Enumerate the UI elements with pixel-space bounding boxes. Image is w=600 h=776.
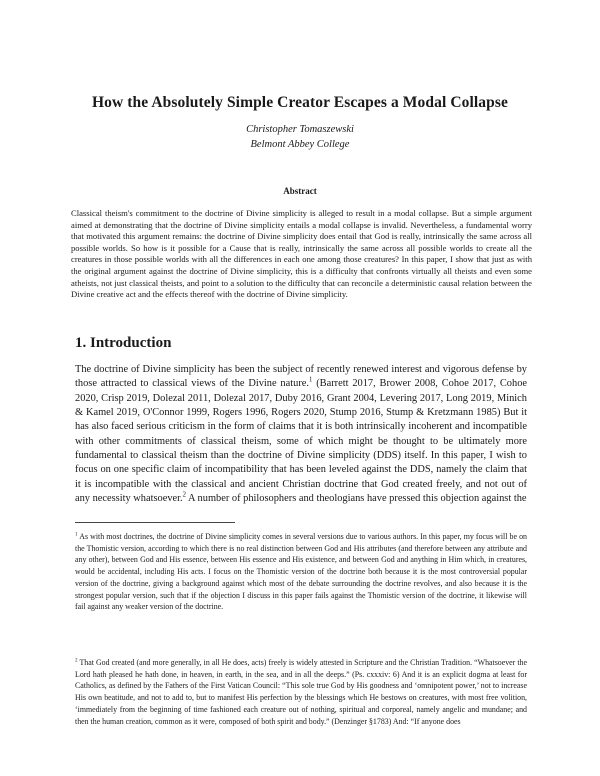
introduction-paragraph	[75, 363, 527, 506]
intro-text-part-3: A number of philosophers and theologians have pressed this objection against the	[186, 493, 527, 505]
footnote-separator	[75, 522, 235, 523]
footnote-1	[75, 531, 527, 613]
intro-text-part-1: The doctrine of Divine simplicity has been the subject of recently renewed interest and vigorous defense by those attracted to classical views of the Divine nature.	[75, 364, 527, 390]
footnote-number: 2	[75, 657, 78, 664]
footnote-2	[75, 657, 527, 727]
footnote-ref-1[interactable]: 1	[309, 376, 313, 384]
footnote-text: That God created (and more generally, in all He does, acts) freely is widely attested in Scripture and the Christian Tradition. “Whatsoever the Lord hath pleased he hath done, in heaven, in earth, in the sea, and in all the deeps.” (Ps. cxxxiv: 6) And it is an explicit dogma at least for Catholics, as defined by the Fathers of the First Vatican Council: “This sole true God by His goodness and ‘omnipotent power,’ not to increase His own beatitude, and not to add to, but to manifest His perfection by the blessings which He bestows on creatures, with most free volition, ‘immediately from the beginning of time fashioned each creature out of nothing, spiritual and corporeal, namely angelic and mundane; and then the human creation, common as it were, composed of both spirit and body.” (Denzinger §1783) And: “If anyone does	[75, 658, 527, 726]
footnote-number: 1	[75, 531, 78, 538]
abstract-heading: Abstract	[283, 186, 317, 196]
paper-title: How the Absolutely Simple Creator Escapes a Modal Collapse	[92, 94, 508, 111]
section-heading-introduction: 1. Introduction	[75, 335, 172, 351]
author-name: Christopher Tomaszewski	[246, 124, 354, 135]
author-affiliation: Belmont Abbey College	[250, 139, 350, 150]
footnote-text: As with most doctrines, the doctrine of Divine simplicity comes in several versions due to various authors. In this paper, my focus will be on the Thomistic version, according to which there is no real distinction between God and His attributes (and therefore between any attribute and any other), between God and His essence, between His essence and His existence, and between God and anything in Him which, in creatures, would be accidental, including His acts. I focus on the Thomistic version of the doctrine both because it is the most controversial popular version of the doctrine, giving a background against which most of the debate surrounding the doctrine revolves, and also because it is the strongest popular version, such that if the objection I discuss in this paper fails against the Thomistic version of the doctrine, it likewise will fail against any weaker version of the doctrine.	[75, 532, 527, 612]
intro-text-part-2: (Barrett 2017, Brower 2008, Cohoe 2017, Cohoe 2020, Crisp 2019, Dolezal 2011, Dolezal 2017, Duby 2016, Grant 2004, Levering 2017, Long 2019, Minich & Kamel 2019, O'Connor 1999, Rogers 1996, Rogers 2020, Stump 2016, Stump & Kretzmann 1985) But it has also faced serious criticism in the form of claims that it is both intrinsically incoherent and incompatible with other commitments of classical theism, some of which might be thought to be ultimately more fundamental to classical theism than the doctrine of Divine simplicity (DDS) itself. In this paper, I wish to focus on one specific claim of incompatibility that has been leveled against the DDS, namely the claim that it is incompatible with the classical and ancient Christian doctrine that God created freely, and not out of any necessity whatsoever.	[75, 378, 527, 505]
abstract-text: Classical theism's commitment to the doctrine of Divine simplicity is alleged to result in a modal collapse. But a simple argument aimed at demonstrating that the doctrine of Divine simplicity entails a modal collapse is invalid. Nevertheless, a fundamental worry that motivated this argument remains: the doctrine of Divine simplicity does entail that God is really, intrinsically the same across all possible worlds. So how is it possible for a Cause that is really, intrinsically the same across all possible worlds to create all the creatures in those possible worlds with all the differences in each one among those creatures? In this paper, I show that just as with the original argument against the doctrine of Divine simplicity, this is a difficulty that confronts virtually all theists and even some atheists, not just classical theists, and point to a solution to the difficulty that can reconcile a deterministic causal relation between the Divine creative act and the effects thereof with the doctrine of Divine simplicity.	[71, 208, 532, 300]
footnote-ref-2[interactable]: 2	[182, 491, 186, 499]
